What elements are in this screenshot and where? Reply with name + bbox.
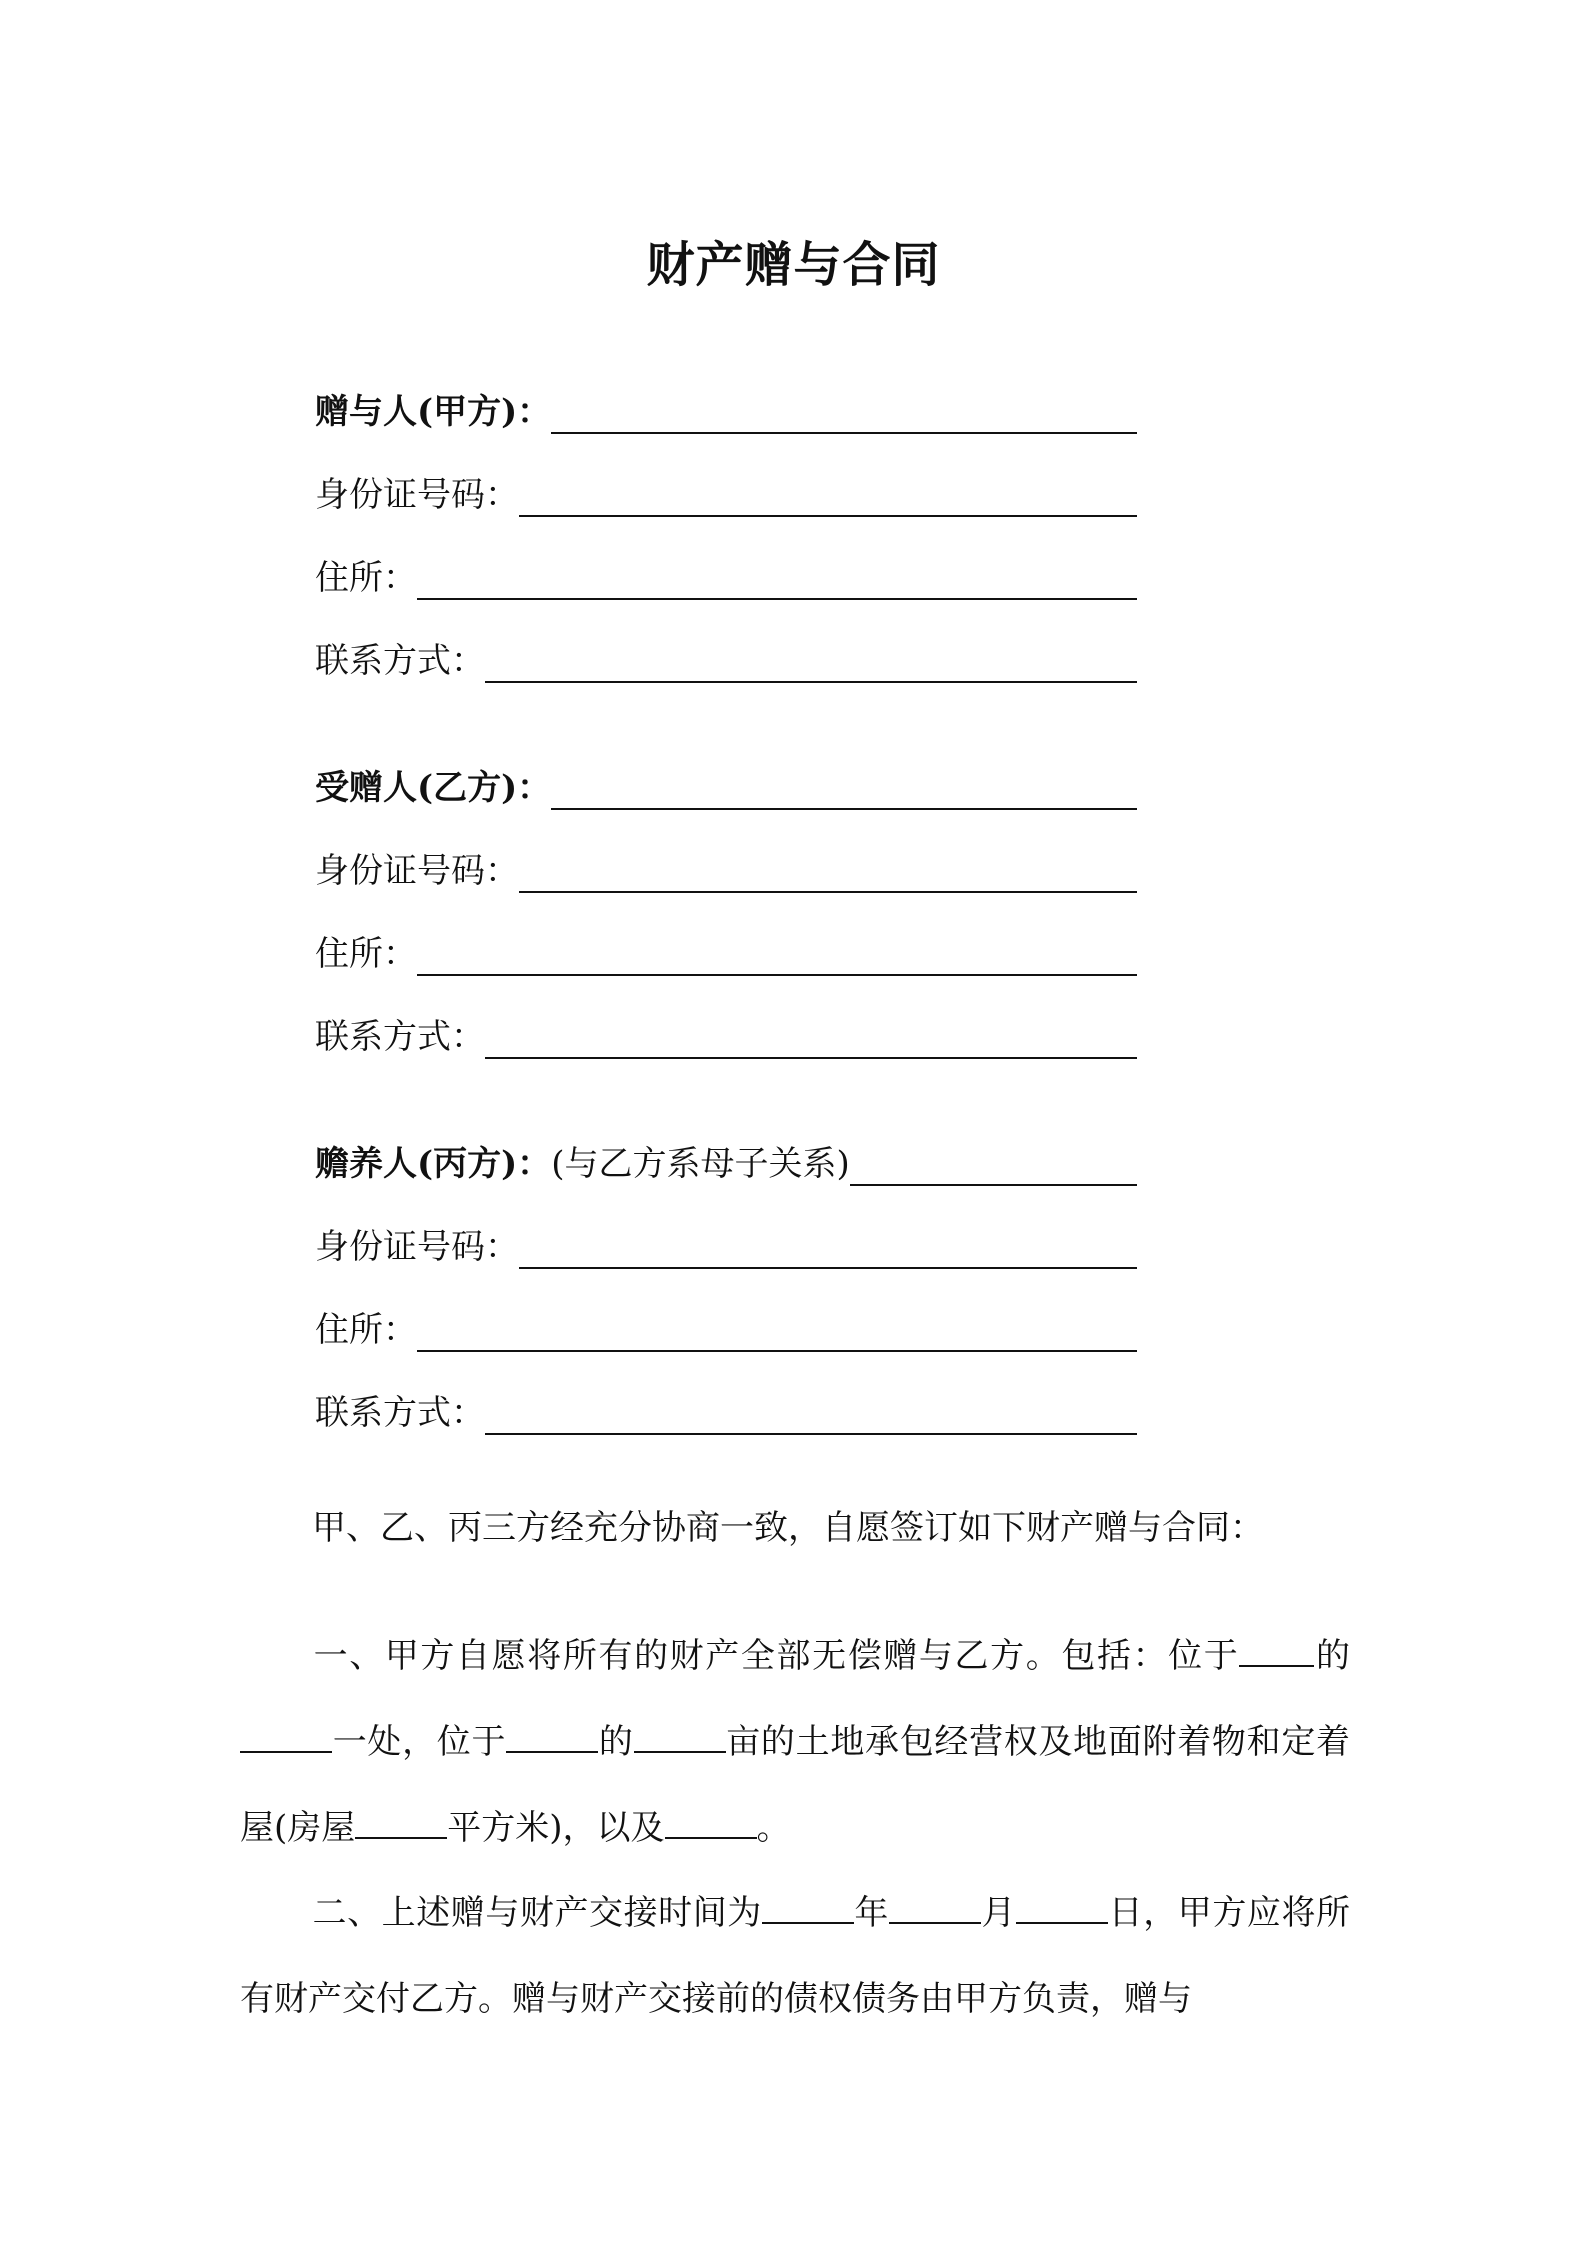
clause-2-blank-month[interactable] — [889, 1892, 981, 1924]
donor-id-field — [315, 463, 1137, 519]
clause-1-blank-property-1[interactable] — [240, 1721, 332, 1753]
clause-2-blank-day[interactable] — [1016, 1892, 1108, 1924]
clause-2 — [240, 1870, 1350, 2042]
donor-contact-field — [315, 629, 1137, 685]
clause-1-text-2: 的 — [1314, 1636, 1350, 1676]
donee-name-blank[interactable] — [551, 768, 1137, 810]
donor-name-blank[interactable] — [551, 392, 1137, 434]
clause-1-text-6: 平方米)，以及 — [447, 1808, 665, 1848]
supporter-address-blank[interactable] — [417, 1310, 1137, 1352]
donee-contact-label: 联系方式： — [315, 1017, 485, 1057]
clause-1 — [240, 1613, 1350, 1871]
donee-name-field — [315, 756, 1137, 812]
clause-1-blank-area[interactable] — [634, 1721, 726, 1753]
donor-contact-blank[interactable] — [485, 641, 1137, 683]
donor-label: 赠与人(甲方)： — [315, 392, 552, 432]
supporter-name-field — [315, 1132, 1137, 1188]
clause-1-text-1: 一、甲方自愿将所有的财产全部无偿赠与乙方。包括：位于 — [312, 1636, 1240, 1676]
clause-1-blank-location-2[interactable] — [506, 1721, 598, 1753]
donee-id-label: 身份证号码： — [315, 851, 519, 891]
donee-label: 受赠人(乙方)： — [315, 768, 552, 808]
clause-2-text-1: 二、上述赠与财产交接时间为 — [312, 1893, 762, 1933]
clause-1-blank-house-area[interactable] — [355, 1807, 447, 1839]
donor-address-label: 住所： — [315, 558, 417, 598]
donor-address-blank[interactable] — [417, 558, 1137, 600]
donor-id-label: 身份证号码： — [315, 475, 519, 515]
donor-name-field — [315, 380, 1137, 436]
document-title: 财产赠与合同 — [646, 237, 941, 293]
clause-2-blank-year[interactable] — [762, 1892, 854, 1924]
clause-2-text-2: 年 — [853, 1893, 889, 1933]
clause-1-blank-location-1[interactable] — [1239, 1635, 1314, 1667]
supporter-id-blank[interactable] — [519, 1227, 1137, 1269]
donee-id-blank[interactable] — [519, 851, 1137, 893]
donor-id-blank[interactable] — [519, 475, 1137, 517]
supporter-address-field — [315, 1298, 1137, 1354]
donor-address-field — [315, 546, 1137, 602]
supporter-address-label: 住所： — [315, 1310, 417, 1350]
donee-address-blank[interactable] — [417, 934, 1137, 976]
clause-1-text-7: 。 — [756, 1808, 791, 1848]
clause-1-blank-other[interactable] — [665, 1807, 757, 1839]
intro-paragraph — [240, 1485, 1350, 1571]
supporter-contact-label: 联系方式： — [315, 1393, 485, 1433]
donor-contact-label: 联系方式： — [315, 641, 485, 681]
donee-id-field — [315, 839, 1137, 895]
clause-1-text-5: 亩的土地承包经营权及地面附着物和定着屋(房屋 — [240, 1722, 1351, 1848]
supporter-label: 赡养人(丙方)： — [315, 1144, 552, 1184]
supporter-contact-blank[interactable] — [485, 1393, 1137, 1435]
supporter-id-field — [315, 1215, 1137, 1271]
supporter-name-blank[interactable] — [850, 1144, 1137, 1186]
supporter-contact-field — [315, 1381, 1137, 1437]
clause-1-text-3: 一处，位于 — [332, 1722, 507, 1762]
donee-contact-blank[interactable] — [485, 1017, 1137, 1059]
clause-2-text-4: 日，甲方应将所有财产交付乙方。赠与财产交接前的债权债务由甲方负责，赠与 — [240, 1893, 1351, 2019]
clause-1-text-4: 的 — [598, 1722, 634, 1762]
donee-address-field — [315, 922, 1137, 978]
donee-contact-field — [315, 1005, 1137, 1061]
donee-address-label: 住所： — [315, 934, 417, 974]
supporter-relation-note: (与乙方系母子关系) — [551, 1144, 850, 1184]
intro-text: 甲、乙、丙三方经充分协商一致，自愿签订如下财产赠与合同： — [312, 1508, 1264, 1548]
supporter-id-label: 身份证号码： — [315, 1227, 519, 1267]
clause-2-text-3: 月 — [980, 1893, 1017, 1933]
